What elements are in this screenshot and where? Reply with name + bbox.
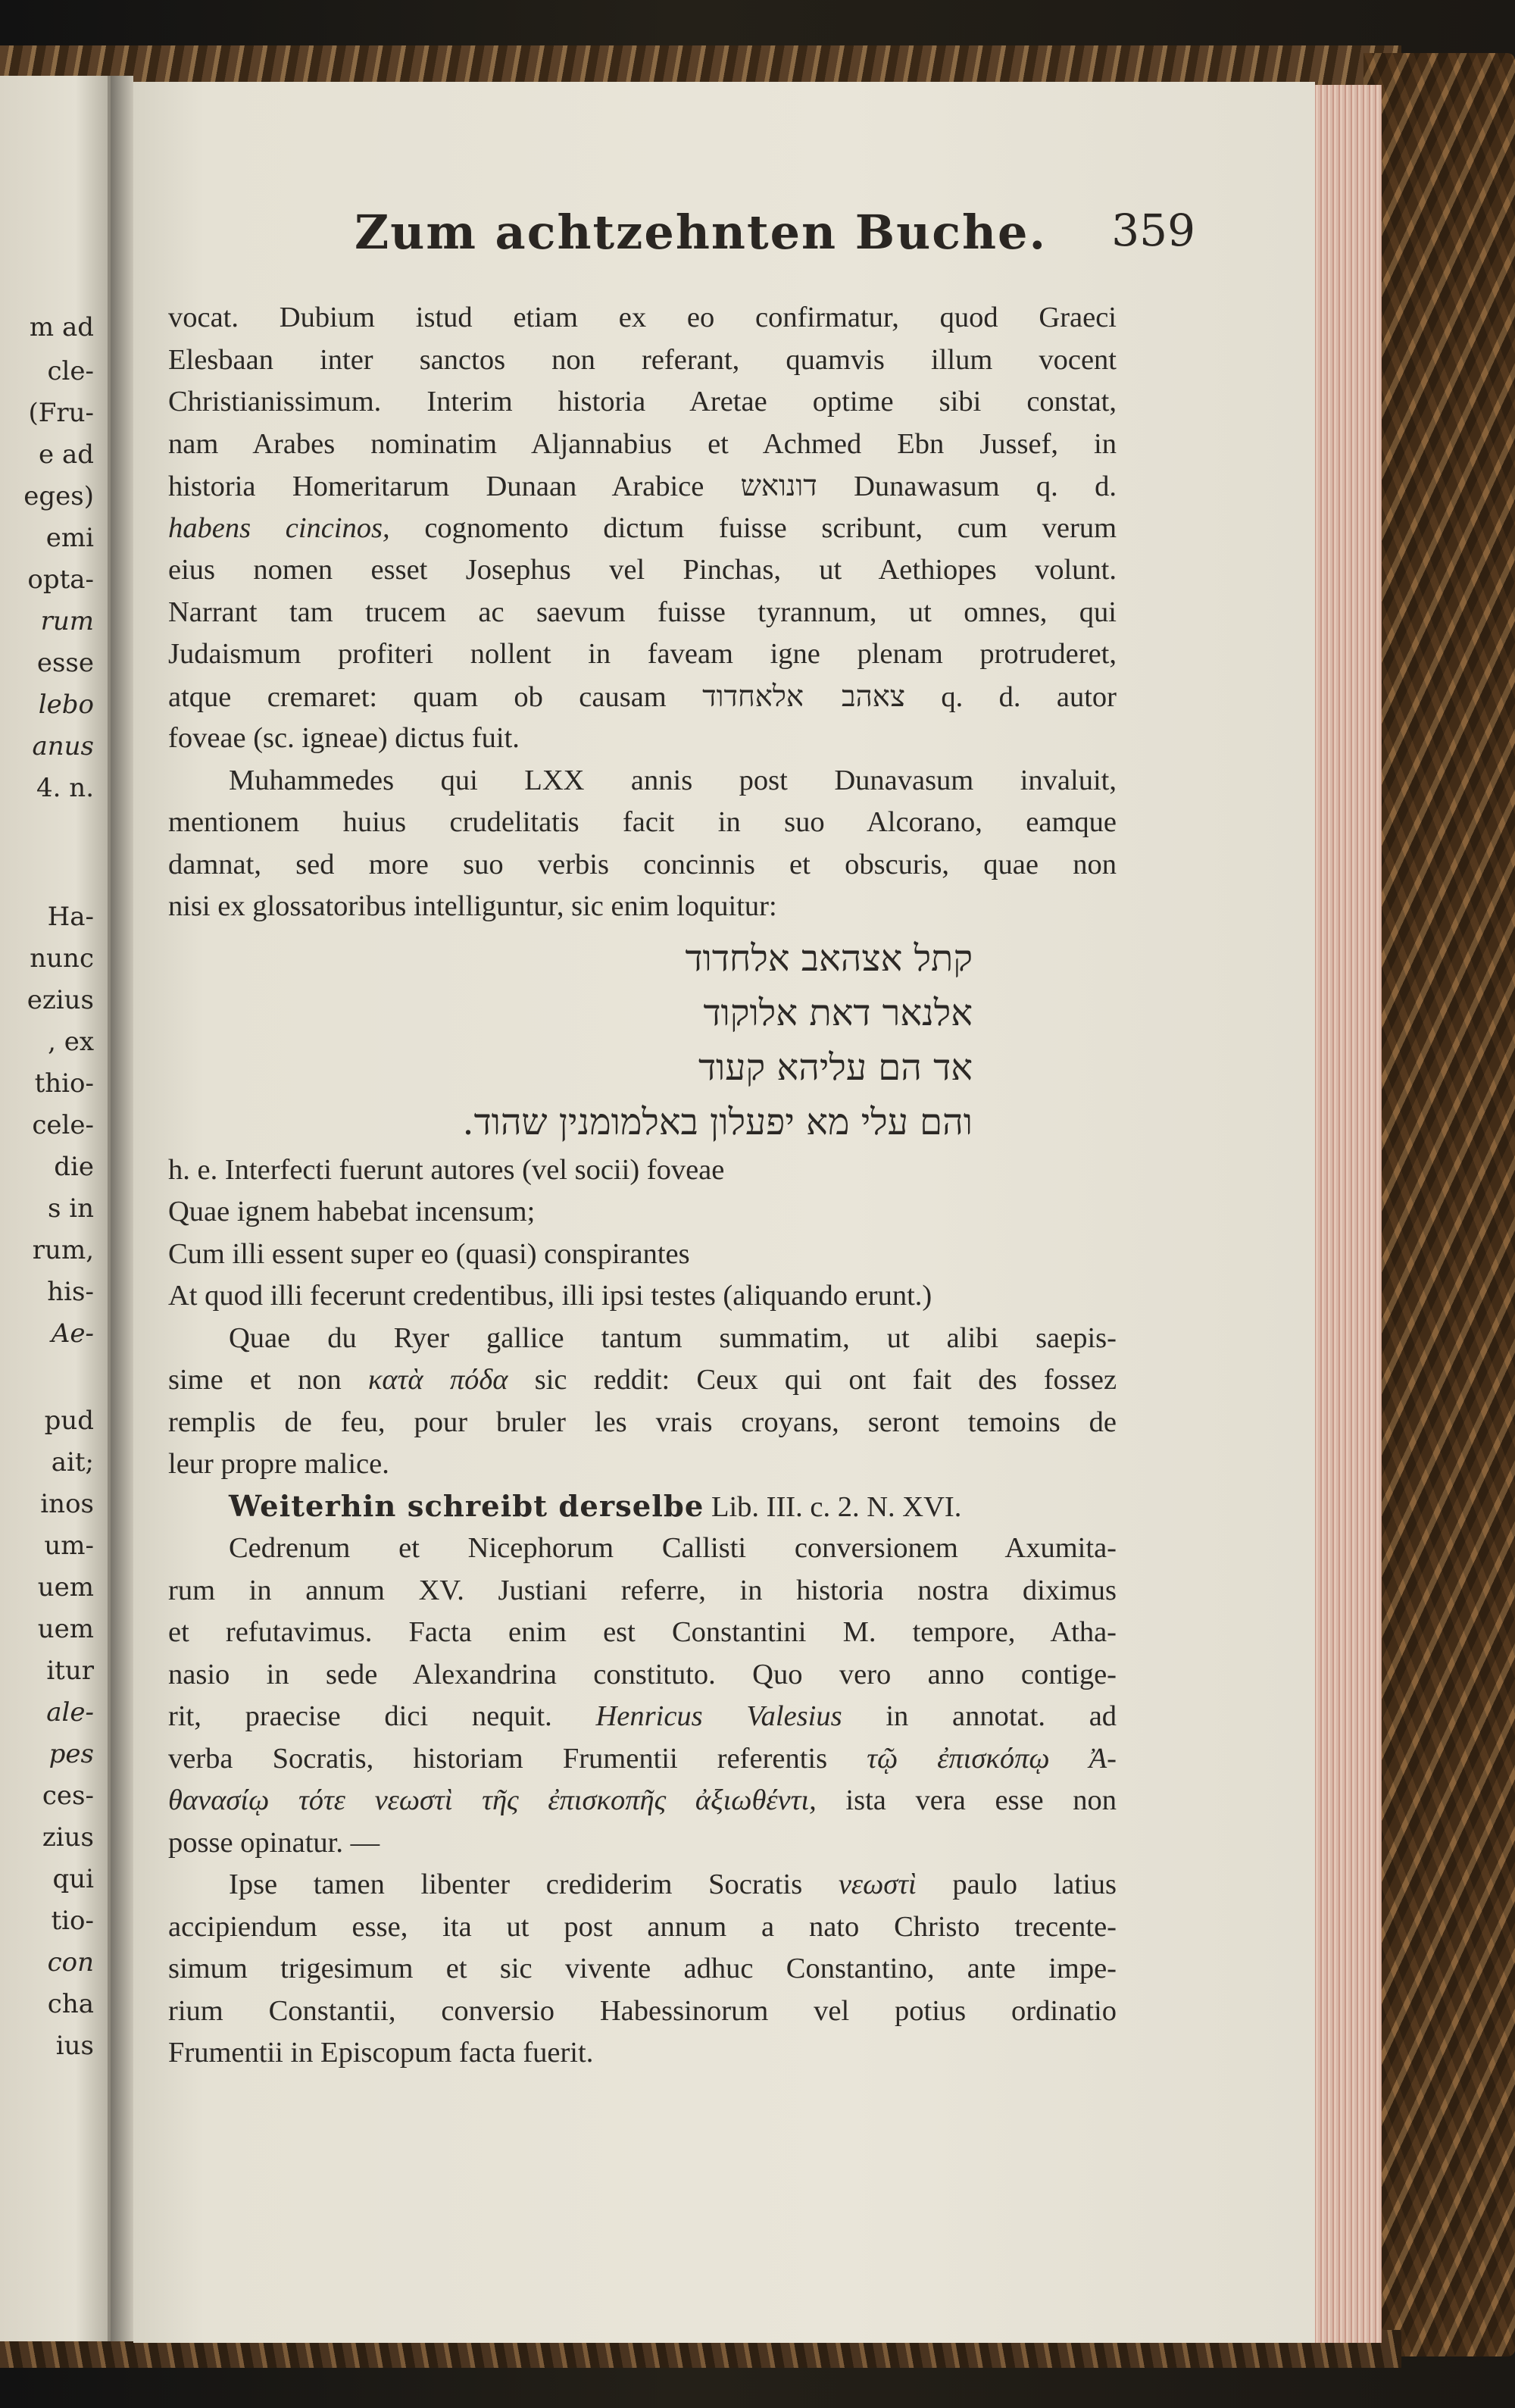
left-fragment: lebo [38, 690, 94, 720]
left-fragment: anus [32, 731, 94, 761]
left-fragment: con [47, 1947, 94, 1978]
text-line: Narrant tam trucem ac saevum fuisse tyrannum, ut omnes, qui [168, 596, 1117, 628]
text-line: rum in annum XV. Justiani referre, in historia nostra diximus [168, 1574, 1117, 1606]
text-line: posse opinatur. — [168, 1826, 380, 1859]
left-fragment: rum, [32, 1235, 94, 1265]
left-fragment: rum [40, 606, 94, 636]
text-line: vocat. Dubium istud etiam ex eo confirmatur, quod Graeci [168, 302, 1117, 333]
greek-word: νεωστὶ [838, 1869, 917, 1900]
text-span: sic reddit: Ceux qui ont fait des fossez [534, 1364, 1117, 1396]
book-gutter [111, 76, 133, 2341]
left-fragment: , ex [48, 1027, 94, 1057]
text-span: paulo latius [952, 1869, 1117, 1900]
text-span: Dunawasum q. d. [854, 471, 1117, 502]
text-line: simum trigesimum et sic vivente adhuc Constantino, ante impe- [168, 1953, 1117, 1984]
page-number: 359 [1111, 205, 1195, 256]
fraktur-span: Weiterhin schreibt derselbe [229, 1489, 704, 1524]
greek-phrase: θανασίῳ τότε νεωστὶ τῆς ἐπισκοπῆς ἀξιωθέντι, [168, 1784, 817, 1816]
text-line [168, 1696, 1117, 1738]
previous-page-fragment [0, 76, 111, 2341]
text-span: atque cremaret: quam ob causam [168, 680, 667, 713]
hebrew-verse-line: אלנאר דאת אלוקוד [703, 991, 973, 1034]
left-fragment: zius [42, 1822, 94, 1853]
left-fragment: eges) [23, 481, 94, 511]
left-fragment: itur [46, 1656, 94, 1686]
left-fragment: um- [44, 1531, 94, 1561]
translation-line: Cum illi essent super eo (quasi) conspirantes [168, 1237, 690, 1270]
hebrew-verse-line: אד הם עליהא קעוד [698, 1046, 973, 1089]
text-line: Judaismum profiteri nollent in faveam igne plenam protruderet, [168, 638, 1117, 670]
text-line: eius nomen esset Josephus vel Pinchas, ut Aethiopes volunt. [168, 554, 1117, 586]
text-line: Cedrenum et Nicephorum Callisti conversionem Axumita- [229, 1532, 1117, 1564]
left-fragment: uem [37, 1614, 94, 1644]
text-line: Christianissimum. Interim historia Aretae optime sibi constat, [168, 386, 1117, 417]
left-fragment: e ad [39, 439, 94, 470]
left-fragment: emi [45, 523, 94, 553]
translation-line: Quae ignem habebat incensum; [168, 1196, 536, 1227]
text-line: mentionem huius crudelitatis facit in suo Alcorano, eamque [168, 806, 1117, 838]
text-line: Quae du Ryer gallice tantum summatim, ut alibi saepis- [229, 1321, 1117, 1354]
left-fragment: qui [52, 1864, 94, 1894]
left-fragment: Ha- [47, 902, 94, 932]
hebrew-verse [168, 931, 1117, 1149]
hebrew-word: דונואש [740, 469, 817, 503]
text-span: verba Socratis, historiam Frumentii referentis [168, 1742, 828, 1775]
left-fragment: nunc [30, 943, 94, 974]
left-fragment: cha [47, 1989, 94, 2019]
left-fragment: opta- [27, 564, 94, 595]
text-line [168, 1864, 1117, 1906]
left-fragment: thio- [34, 1068, 94, 1099]
text-span: q. d. autor [941, 680, 1117, 713]
text-line: accipiendum esse, ita ut post annum a nato Christo trecente- [168, 1910, 1117, 1943]
left-fragment: pud [44, 1406, 94, 1436]
left-fragment: his- [47, 1277, 94, 1307]
left-fragment: pes [48, 1739, 94, 1769]
left-fragment: esse [36, 648, 94, 678]
hebrew-phrase: צאהב אלאחדוד [702, 679, 905, 714]
text-line [168, 1359, 1117, 1402]
body-text [168, 297, 1117, 2075]
italic-span: Henricus Valesius [595, 1700, 842, 1732]
translation-line: h. e. Interfecti fuerunt autores (vel socii) foveae [168, 1153, 725, 1186]
text-span: in annotat. ad [886, 1700, 1117, 1732]
left-fragment: ces- [42, 1781, 94, 1811]
left-fragment: uem [37, 1572, 94, 1603]
left-fragment: inos [40, 1489, 94, 1519]
text-line: nam Arabes nominatim Aljannabius et Achmed Ebn Jussef, in [168, 427, 1117, 460]
left-fragment: s in [47, 1193, 94, 1224]
left-fragment: ezius [27, 985, 94, 1015]
text-line [168, 1738, 1117, 1781]
text-span: historia Homeritarum Dunaan Arabice [168, 471, 704, 502]
left-fragment: die [54, 1152, 94, 1182]
text-span: Ipse tamen libenter crediderim Socratis [229, 1869, 803, 1900]
text-line: leur propre malice. [168, 1448, 389, 1480]
text-span: cognomento dictum fuisse scribunt, cum verum [424, 511, 1117, 544]
greek-phrase: κατὰ πόδα [367, 1364, 508, 1396]
text-line: damnat, sed more suo verbis concinnis et obscuris, quae non [168, 848, 1117, 880]
running-head-title: Zum achtzehnten Buche. [355, 205, 1048, 260]
text-line: remplis de feu, pour bruler les vrais croyans, seront temoins de [168, 1406, 1117, 1438]
left-fragment: ius [55, 2031, 94, 2061]
text-line: et refutavimus. Facta enim est Constantini M. tempore, Atha- [168, 1616, 1117, 1648]
translation-line: At quod illi fecerunt credentibus, illi ipsi testes (aliquando erunt.) [168, 1280, 932, 1312]
text-span: ista vera esse non [845, 1784, 1117, 1816]
text-span: Lib. III. c. 2. N. XVI. [711, 1490, 962, 1523]
left-fragment: 4. n. [36, 773, 94, 803]
left-fragment: Ae- [51, 1318, 94, 1349]
text-line [168, 676, 1117, 718]
text-line [168, 1780, 1117, 1822]
text-line: nisi ex glossatoribus intelliguntur, sic enim loquitur: [168, 890, 777, 922]
hebrew-verse-line: והם עלי מא יפעלון באלמומנין שהוד. [462, 1100, 973, 1143]
text-line: Muhammedes qui LXX annis post Dunavasum invaluit, [229, 764, 1117, 796]
marbled-board-edge [1364, 53, 1515, 2356]
text-line: foveae (sc. igneae) dictus fuit. [168, 722, 520, 754]
left-fragment: ale- [46, 1697, 94, 1728]
text-line: rium Constantii, conversio Habessinorum vel potius ordinatio [168, 1994, 1117, 2027]
left-fragment: tio- [51, 1906, 94, 1936]
left-fragment: ait; [51, 1447, 94, 1478]
text-line: Elesbaan inter sanctos non referant, quamvis illum vocent [168, 343, 1117, 376]
left-fragment: (Fru- [28, 398, 94, 428]
hebrew-verse-line: קתל אצהאב אלחדוד [685, 937, 973, 980]
running-head [218, 205, 1195, 273]
italic-span: habens cincinos, [168, 511, 390, 544]
text-line: Frumentii in Episcopum facta fuerit. [168, 2037, 594, 2069]
text-line [168, 465, 1117, 508]
left-fragment: m ad [29, 312, 94, 342]
left-fragment: cle- [47, 356, 94, 386]
text-line [168, 508, 1117, 550]
text-span: rit, praecise dici nequit. [168, 1700, 552, 1732]
greek-phrase: τῷ ἐπισκόπῳ Ἀ- [867, 1742, 1117, 1775]
text-line: nasio in sede Alexandrina constituto. Quo vero anno contige- [168, 1658, 1117, 1690]
text-line [168, 1486, 1117, 1528]
page-block-edge [1310, 85, 1382, 2343]
text-span: sime et non [168, 1364, 342, 1396]
left-fragment: cele- [32, 1110, 94, 1140]
